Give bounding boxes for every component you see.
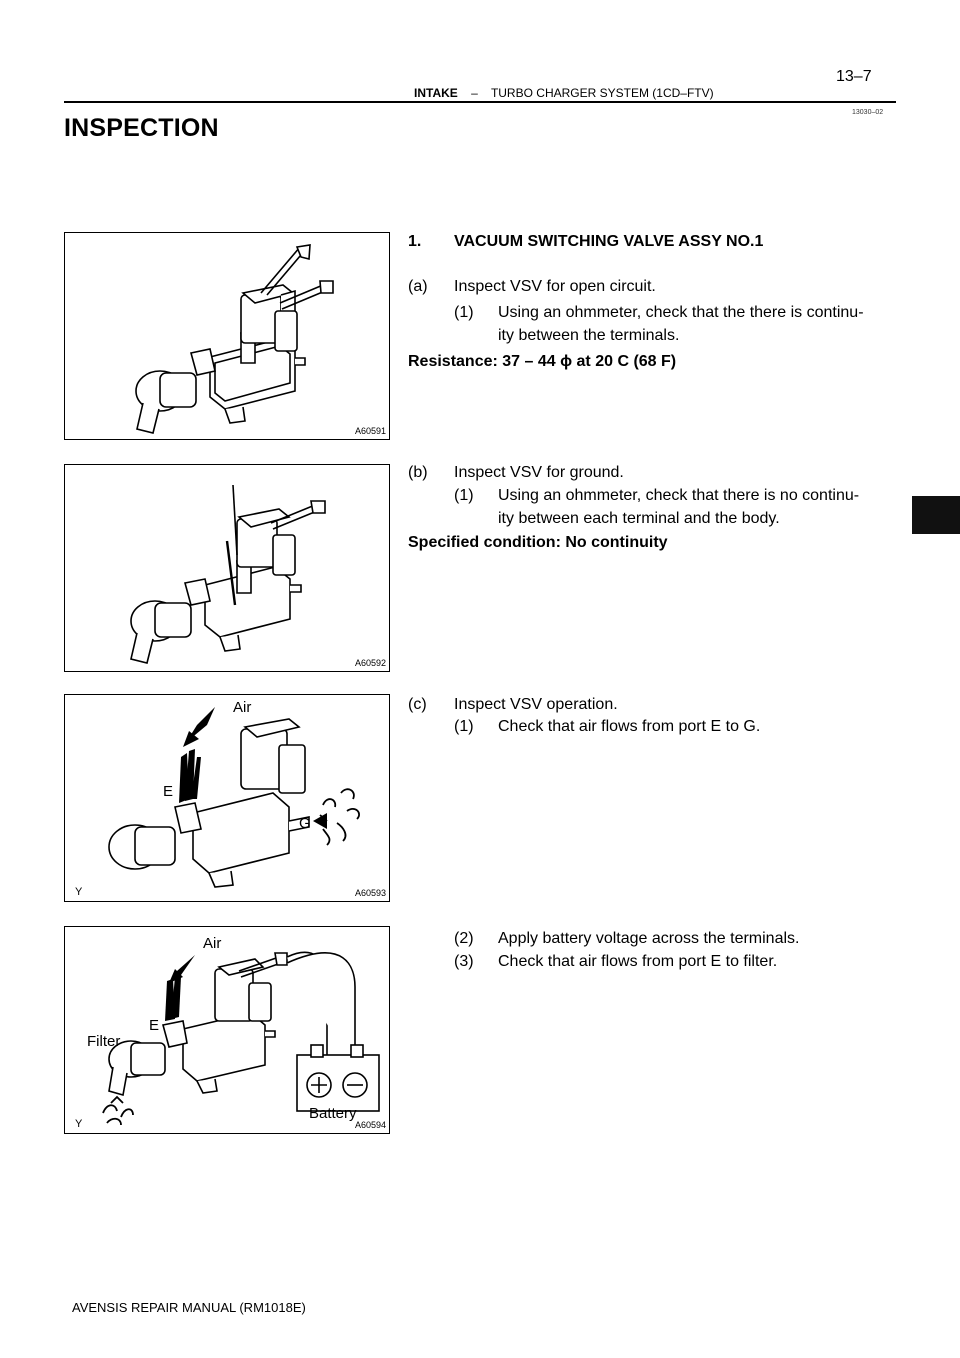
section-tab: [912, 496, 960, 534]
page-number: 13–7: [836, 68, 872, 85]
label-filter: Filter: [87, 1033, 121, 1050]
page-title: INSPECTION: [64, 114, 219, 142]
figure-vsv-ground: [64, 464, 390, 672]
step-c-sub3-num: (3): [454, 953, 474, 970]
header-rule: [64, 101, 896, 103]
vsv-battery-illustration: [65, 927, 389, 1133]
step-c-sub3: Check that air flows from port E to filter.: [498, 953, 778, 970]
step-a-text: Inspect VSV for open circuit.: [454, 278, 656, 295]
step-1-number: 1.: [408, 233, 422, 250]
step-c-sub2-num: (2): [454, 930, 474, 947]
header-dash: –: [471, 86, 478, 100]
label-port-e: E: [163, 783, 174, 800]
step-c-sub2: Apply battery voltage across the terminals.: [498, 930, 800, 947]
label-battery: Battery: [309, 1105, 357, 1122]
step-c-sub1-num: (1): [454, 718, 474, 735]
figure-vsv-battery: [64, 926, 390, 1134]
step-a-label: (a): [408, 278, 428, 295]
label-port-e: E: [149, 1017, 160, 1034]
vsv-ground-illustration: [65, 465, 389, 671]
figure-vsv-operation: [64, 694, 390, 902]
footer-manual-id: AVENSIS REPAIR MANUAL (RM1018E): [72, 1300, 306, 1315]
label-air: Air: [233, 699, 252, 716]
step-c-label: (c): [408, 696, 427, 713]
doc-code: 13030–02: [852, 109, 884, 116]
step-a-sub1-num: (1): [454, 304, 474, 321]
figure-vsv-open-circuit: [64, 232, 390, 440]
label-port-g: G: [299, 815, 311, 832]
label-air: Air: [203, 935, 222, 952]
step-b-sub1-line1: Using an ohmmeter, check that there is no continu-: [498, 487, 860, 504]
step-c-sub1: Check that air flows from port E to G.: [498, 718, 761, 735]
section-name: INTAKE: [414, 86, 458, 100]
figure-id: A60592: [354, 658, 386, 668]
figure-id: A60591: [354, 426, 386, 436]
step-b-label: (b): [408, 464, 428, 481]
step-1-title: VACUUM SWITCHING VALVE ASSY NO.1: [454, 233, 764, 250]
step-b-sub1-num: (1): [454, 487, 474, 504]
step-a-spec: Resistance: 37 – 44 ϕ at 20 C (68 F): [408, 353, 677, 370]
step-c-text: Inspect VSV operation.: [454, 696, 618, 713]
figure-mark: Y: [75, 1118, 83, 1130]
step-b-sub1-line2: ity between each terminal and the body.: [498, 510, 780, 527]
step-b-spec: Specified condition: No continuity: [408, 534, 668, 551]
step-a-sub1-line1: Using an ohmmeter, check that the there is continu-: [498, 304, 864, 321]
step-b-text: Inspect VSV for ground.: [454, 464, 624, 481]
vsv-open-circuit-illustration: [65, 233, 389, 439]
figure-id: A60593: [354, 888, 386, 898]
figure-mark: Y: [75, 886, 83, 898]
section-header: [414, 86, 714, 100]
figure-id: A60594: [354, 1120, 386, 1130]
subsection-name: TURBO CHARGER SYSTEM (1CD–FTV): [490, 86, 714, 100]
vsv-operation-illustration: [65, 695, 389, 901]
step-a-sub1-line2: ity between the terminals.: [498, 327, 680, 344]
